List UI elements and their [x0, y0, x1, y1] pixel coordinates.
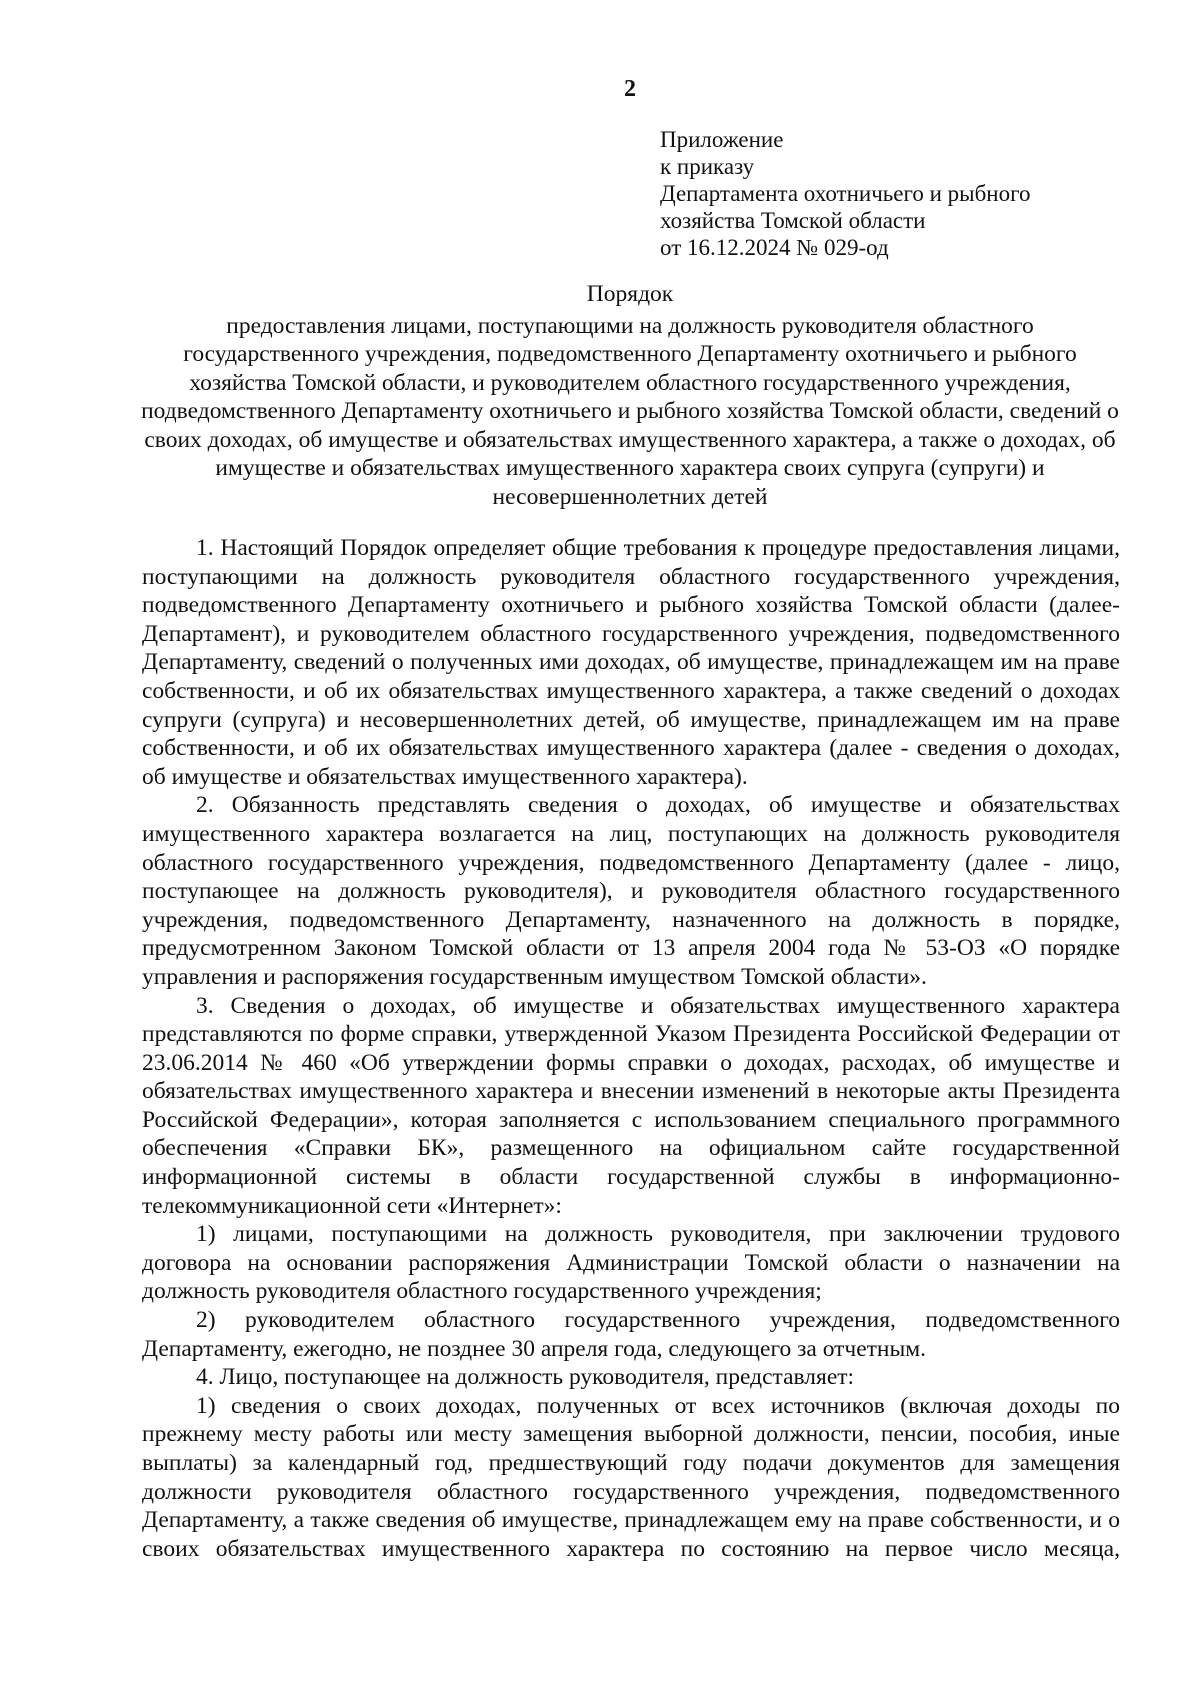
- appendix-line: Приложение: [660, 127, 784, 152]
- paragraph: 1) лицами, поступающими на должность руководителя, при заключении трудового договора на основании распоряжения Администрации Томской области о назначении на должность руководителя областного государственного учреждения;: [142, 1221, 1120, 1305]
- appendix-line: Департамента охотничьего и рыбного: [660, 181, 1031, 206]
- paragraph: 2) руководителем областного государственного учреждения, подведомственного Департаменту, ежегодно, не позднее 30 апреля года, следующего за отчетным.: [142, 1307, 1120, 1362]
- appendix-line: к приказу: [660, 154, 755, 179]
- paragraph: 3. Сведения о доходах, об имуществе и обязательствах имущественного характера представляются по форме справки, утвержденной Указом Президента Российской Федерации от 23.06.2014 № 460 «Об утверждении формы справки о доходах, расходах, об имуществе и обязательствах имущественного характера и внесении изменений в некоторые акты Президента Российской Федерации», которая заполняется с использованием специального программного обеспечения «Справки БК», размещенного на официальном сайте государственной информационной системы в области государственной службы в информационно-телекоммуникационной сети «Интернет»:: [142, 992, 1120, 1219]
- page-number: 2: [624, 76, 636, 102]
- document-body: [142, 534, 1120, 1563]
- document-title: [140, 280, 1120, 511]
- appendix-date-line: от 16.12.2024 № 029-од: [660, 235, 889, 260]
- title-heading: Порядок: [586, 281, 674, 307]
- paragraph: 1. Настоящий Порядок определяет общие требования к процедуре предоставления лицами, поступающими на должность руководителя областного государственного учреждения, подведомственного Департаменту охотничьего и рыбного хозяйства Томской области (далее- Департамент), и руководителем областного государственного учреждения, подведомственного Департаменту, сведений о полученных ими доходах, об имуществе, принадлежащем им на праве собственности, и об их обязательствах имущественного характера, а также сведений о доходах супруги (супруга) и несовершеннолетних детей, об имуществе, принадлежащем им на праве собственности, и об их обязательствах имущественного характера (далее - сведения о доходах, об имуществе и обязательствах имущественного характера).: [142, 535, 1120, 790]
- paragraph: 1) сведения о своих доходах, полученных от всех источников (включая доходы по прежнему месту работы или месту замещения выборной должности, пенсии, пособия, иные выплаты) за календарный год, предшествующий году подачи документов для замещения должности руководителя областного государственного учреждения, подведомственного Департаменту, а также сведения об имуществе, принадлежащем ему на праве собственности, и о своих обязательствах имущественного характера по состоянию на первое число месяца,: [142, 1392, 1120, 1562]
- paragraph: 2. Обязанность представлять сведения о доходах, об имуществе и обязательствах имущественного характера возлагается на лиц, поступающих на должность руководителя областного государственного учреждения, подведомственного Департаменту (далее - лицо, поступающее на должность руководителя), и руководителя областного государственного учреждения, подведомственного Департаменту, назначенного на должность в порядке, предусмотренном Законом Томской области от 13 апреля 2004 года № 53-ОЗ «О порядке управления и распоряжения государственным имуществом Томской области».: [142, 792, 1120, 990]
- appendix-line: хозяйства Томской области: [660, 208, 926, 233]
- appendix-block: [660, 126, 1160, 261]
- paragraph: 4. Лицо, поступающее на должность руководителя, представляет:: [196, 1364, 855, 1391]
- title-subtitle: предоставления лицами, поступающими на должность руководителя областного государственного учреждения, подведомственного Департаменту охотничьего и рыбного хозяйства Томской области, и руководителем областного государственного учреждения, подведомственного Департаменту охотничьего и рыбного хозяйства Томской области, сведений о своих доходах, об имуществе и обязательствах имущественного характера, а также о доходах, об имуществе и обязательствах имущественного характера своих супруга (супруги) и несовершеннолетних детей: [141, 312, 1119, 510]
